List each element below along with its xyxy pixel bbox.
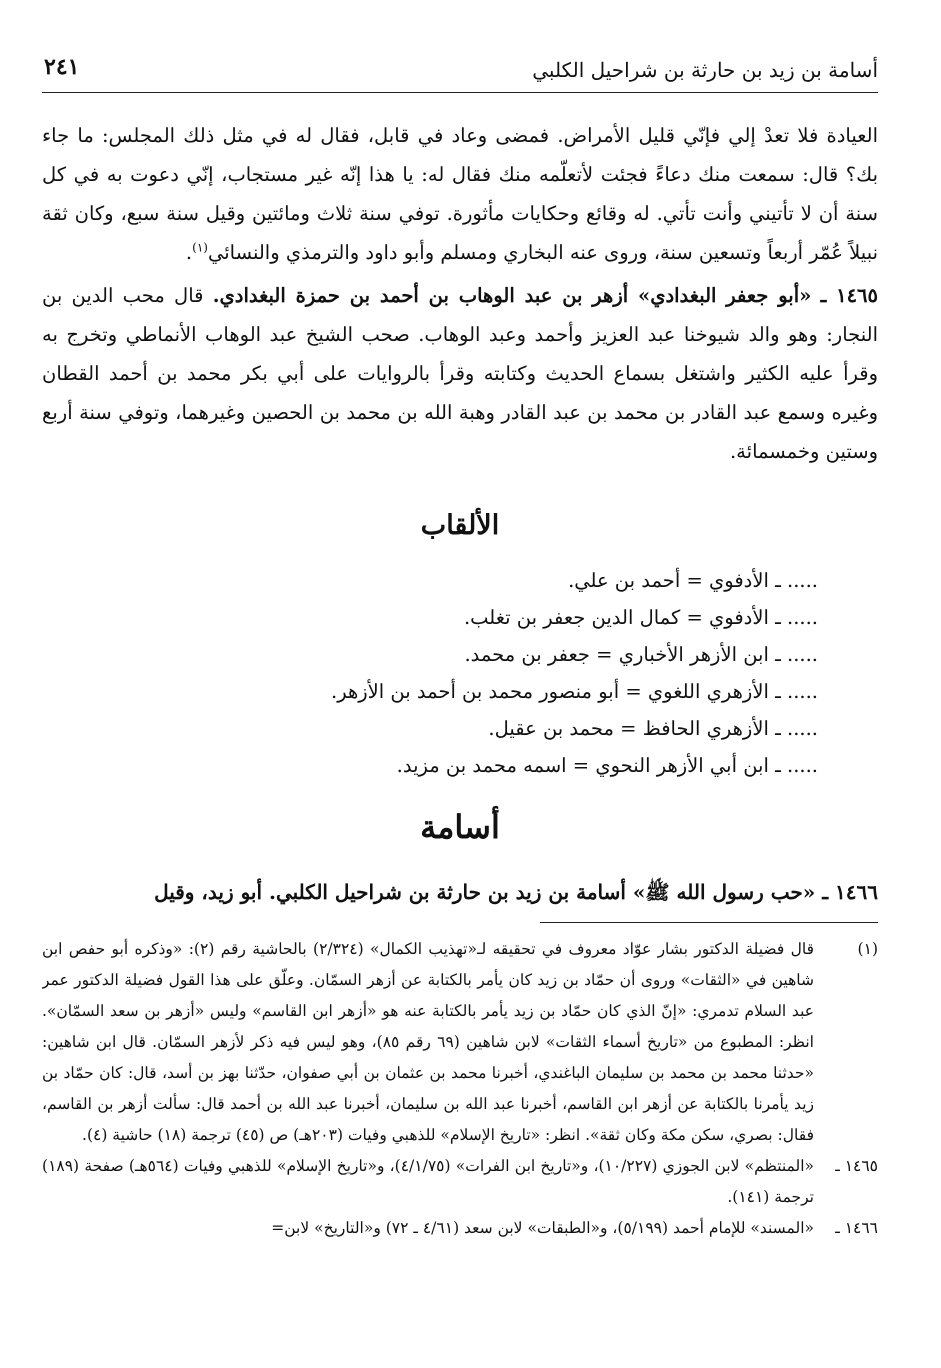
leader-dots: ..... bbox=[787, 754, 818, 777]
paragraph-end: . bbox=[185, 241, 193, 264]
page-number: ٢٤١ bbox=[44, 54, 80, 80]
entry-heading: «أبو جعفر البغدادي» أزهر بن عبد الوهاب بن أحمد بن حمزة البغدادي. bbox=[212, 284, 812, 307]
leader-dots: ..... bbox=[787, 643, 818, 666]
running-header bbox=[42, 48, 878, 93]
leader-dots: ..... bbox=[787, 680, 818, 703]
footnote-divider bbox=[540, 922, 878, 923]
footnote-text: قال فضيلة الدكتور بشار عوّاد معروف في تحقيقه لـ«تهذيب الكمال» (٢/٣٢٤) بالحاشية رقم (٢): «وذكره أبو حفص ابن شاهين في «الثقات» وروى أن حمّاد بن زيد كان يأمر بالكتابة عن أزهر السمّان. وعلّق على هذا القول فضيلة الدكتور عمر عبد السلام تدمري: «إنّ الذي كان حمّاد بن زيد يأمر بالكتابة عنه هو «أزهر ابن القاسم» وليس «أزهر بن سعد السمّان». انظر: المطبوع من «تاريخ أسماء الثقات» لابن شاهين (٦٩ رقم ٨٥)، وهو ليس فيه ذكر لأزهر السمّان. قال ابن شاهين: «حدثنا محمد بن محمد بن سليمان الباغندي، أخبرنا محمد بن عثمان بن أبي صفوان، حدّثنا بهز بن أسد، قال: كان حمّاد بن زيد يأمرنا بالكتابة عن أزهر ابن القاسم، أخبرنا عبد الله بن سليمان، أخبرنا عبد الله بن أحمد قال: سألت أزهر بن القاسم، فقال: بصري، سكن مكة وكان ثقة». انظر: «تاريخ الإسلام» للذهبي وفيات (٢٠٣هـ) ص (٤٥) ترجمة (١٨) حاشية (٤). bbox=[42, 940, 814, 1144]
leader-dots: ..... bbox=[787, 606, 818, 629]
entry-number: ١٤٦٥ ـ bbox=[820, 284, 878, 307]
footnote bbox=[42, 934, 878, 1151]
footnote-text: «المنتظم» لابن الجوزي (١٠/٢٢٧)، و«تاريخ ابن الفرات» (٤/١/٧٥)، و«تاريخ الإسلام» للذهبي وفيات (٥٦٤هـ) صفحة (١٨٩) ترجمة (١٤١). bbox=[42, 1157, 815, 1206]
list-item bbox=[331, 636, 818, 673]
list-item bbox=[331, 673, 818, 710]
footnote-label: ١٤٦٦ ـ bbox=[835, 1219, 878, 1237]
list-item-text: ـ الأدفوي = أحمد بن علي. bbox=[568, 569, 781, 592]
entry-1465 bbox=[42, 276, 878, 471]
list-item-text: ـ ابن الأزهر الأخباري = جعفر بن محمد. bbox=[464, 643, 781, 666]
section-heading-usama: أسامة bbox=[420, 808, 500, 846]
paragraph-continuation bbox=[42, 116, 878, 272]
list-item bbox=[331, 710, 818, 747]
entry-1466: ١٤٦٦ ـ «حب رسول الله ﷺ» أسامة بن زيد بن حارثة بن شراحيل الكلبي. أبو زيد، وقيل bbox=[154, 880, 878, 904]
footnotes bbox=[42, 934, 878, 1244]
footnote-label: (١) bbox=[857, 940, 878, 958]
book-page bbox=[42, 40, 878, 1340]
leader-dots: ..... bbox=[787, 717, 818, 740]
running-title: أسامة بن زيد بن حارثة بن شراحيل الكلبي bbox=[532, 58, 878, 82]
section-heading-alqab: الألقاب bbox=[420, 510, 500, 541]
list-item bbox=[331, 599, 818, 636]
list-item-text: ـ الأدفوي = كمال الدين جعفر بن تغلب. bbox=[463, 606, 781, 629]
leader-dots: ..... bbox=[787, 569, 818, 592]
main-text bbox=[42, 116, 878, 471]
list-item bbox=[331, 747, 818, 784]
footnote-label: ١٤٦٥ ـ bbox=[835, 1157, 878, 1175]
list-item-text: ـ ابن أبي الأزهر النحوي = اسمه محمد بن مزيد. bbox=[396, 754, 781, 777]
list-item-text: ـ الأزهري اللغوي = أبو منصور محمد بن أحمد بن الأزهر. bbox=[331, 680, 781, 703]
footnote-text: «المسند» للإمام أحمد (٥/١٩٩)، و«الطبقات» لابن سعد (٤/٦١ ـ ٧٢) و«التاريخ» لابن= bbox=[271, 1219, 814, 1237]
footnote bbox=[42, 1151, 878, 1213]
list-item bbox=[331, 562, 818, 599]
entry-text: قال محب الدين بن النجار: وهو والد شيوخنا عبد العزيز وأحمد وعبد الوهاب. صحب الشيخ عبد الوهاب الأنماطي وتخرج به وقرأ عليه الكثير واشتغل بسماع الحديث وكتابته وقرأ بالروايات على أبي بكر محمد بن أحمد القطان وغيره وسمع عبد القادر بن محمد بن عبد القادر وهبة الله بن محمد بن الحصين وغيرهما، وتوفي سنة أربع وستين وخمسمائة. bbox=[42, 284, 878, 463]
footnote-marker: (١) bbox=[192, 240, 208, 255]
paragraph-text: العيادة فلا تعدْ إلي فإنّي قليل الأمراض. فمضى وعاد في قابل، فقال له في مثل ذلك المجلس: ما جاء بك؟ قال: سمعت منك دعاءً فجئت لأتعلّمه منك فقال له: يا هذا إنّه غير مستجاب، إنّي دعوت به في كل سنة أن لا تأتيني وأنت تأتي. له وقائع وحكايات مأثورة. توفي سنة ثلاث ومائتين وقيل سنة سبع، وكان ثقة نبيلاً عُمّر أربعاً وتسعين سنة، وروى عنه البخاري ومسلم وأبو داود والترمذي والنسائي bbox=[42, 124, 878, 264]
footnote bbox=[42, 1213, 878, 1244]
alqab-list bbox=[331, 562, 818, 784]
list-item-text: ـ الأزهري الحافظ = محمد بن عقيل. bbox=[488, 717, 781, 740]
